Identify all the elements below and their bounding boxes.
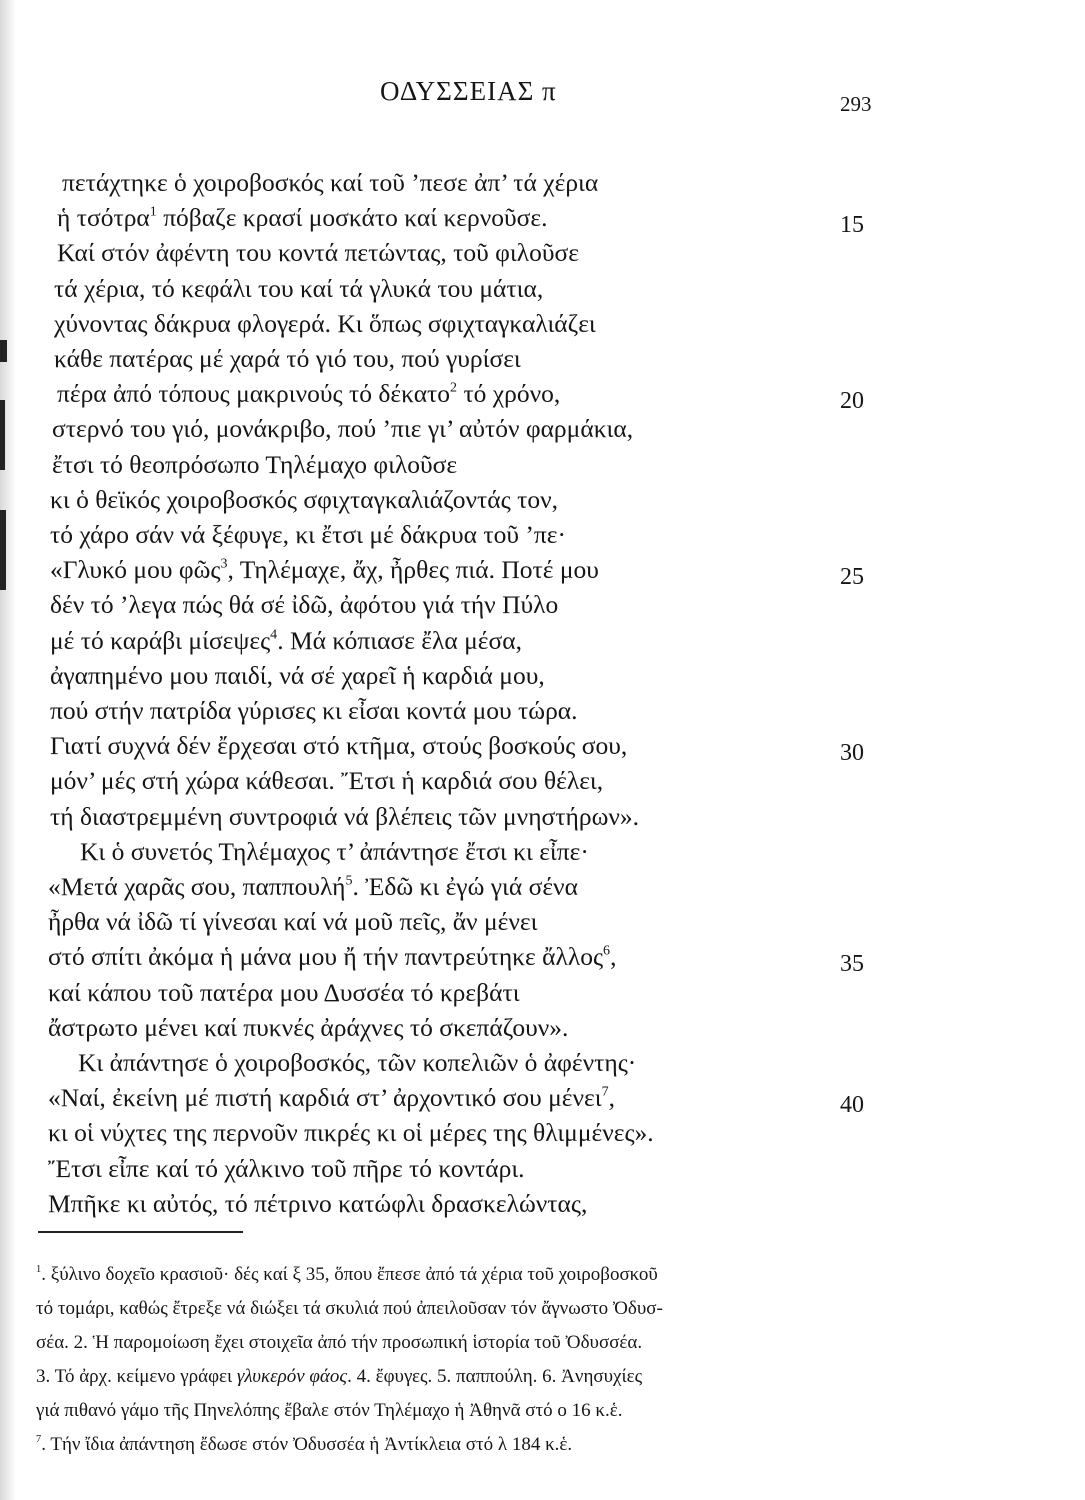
verse-line: στερνό του γιό, μονάκριβο, πού ’πιε γι’ αὐτόν φαρμάκια, [52, 414, 634, 444]
footnote-ref: 6 [603, 943, 611, 959]
verse-line: δέν τό ’λεγα πώς θά σέ ἰδῶ, ἀφότου γιά τήν Πύλο [50, 590, 559, 620]
verse-line: «Μετά χαρᾶς σου, παππουλή$^5$. Ἐδῶ κι ἐγώ γιά σένα [48, 872, 578, 901]
verse-line: χύνοντας δάκρυα φλογερά. Κι ὅπως σφιχταγκαλιάζει [54, 308, 596, 338]
verse-line: ἔτσι τό θεοπρόσωπο Τηλέμαχο φιλοῦσε [52, 449, 458, 479]
footnote-ref: 5 [345, 873, 353, 889]
binding-edge-marks [0, 340, 8, 600]
footnote-line: τό τομάρι, καθώς ἔτρεξε νά διώξει τά σκυλιά πού ἀπειλοῦσαν τόν ἄγνωστο Ὀδυσ- [36, 1298, 663, 1319]
footnote-ref: 3 [220, 556, 228, 572]
verse-line: κάθε πατέρας μέ χαρά τό γιό του, πού γυρίσει [54, 344, 521, 373]
verse-line: «Ναί, ἐκείνη μέ πιστή καρδιά στ’ ἀρχοντικό σου μένει$^7$, [48, 1083, 615, 1113]
footnotes [36, 1258, 1046, 1462]
verse-line: καί κάπου τοῦ πατέρα μου Δυσσέα τό κρεβάτι [48, 977, 520, 1007]
verse-line: τά χέρια, τό κεφάλι του καί τά γλυκά του μάτια, [54, 273, 544, 303]
verse-line: τή διαστρεμμένη συντροφιά νά βλέπεις τῶν μνηστήρων». [50, 801, 640, 831]
footnote-ref: 7 [601, 1084, 609, 1100]
verse-line: ἦρθα νά ἰδῶ τί γίνεσαι καί νά μοῦ πεῖς, ἄν μένει [48, 907, 538, 937]
verse-line: πού στήν πατρίδα γύρισες κι εἶσαι κοντά μου τώρα. [50, 696, 578, 725]
verse-line: κι ὁ θεϊκός χοιροβοσκός σφιχταγκαλιάζοντάς τον, [50, 484, 558, 514]
verse-line: ἡ τσότρα$^1$ πόβαζε κρασί μοσκάτο καί κερνοῦσε. [57, 203, 548, 233]
line-number: 15 [840, 212, 864, 239]
verse-line: Κι ὁ συνετός Τηλέμαχος τ’ ἀπάντησε ἔτσι κι εἶπε· [80, 836, 589, 866]
verse-line: στό σπίτι ἀκόμα ἡ μάνα μου ἤ τήν παντρεύτηκε ἄλλος$^6$, [48, 942, 617, 972]
line-number: 30 [840, 740, 864, 767]
page-number: 293 [840, 92, 872, 116]
book-title: ΟΔΥΣΣΕΙΑΣ π [380, 76, 557, 106]
line-number: 40 [840, 1092, 864, 1119]
footnote-ref: 4 [270, 627, 278, 643]
running-head [0, 76, 1085, 116]
verse-line: πέρα ἀπό τόπους μακρινούς τό δέκατο$^2$ τό χρόνο, [57, 379, 561, 409]
footnote-separator [38, 1231, 243, 1233]
verse-line: Ἔτσι εἶπε καί τό χάλκινο τοῦ πῆρε τό κοντάρι. [48, 1153, 525, 1183]
page-gutter-shadow [0, 0, 16, 1500]
verse-line: «Γλυκό μου φῶς$^3$, Τηλέμαχε, ἄχ, ἦρθες πιά. Ποτέ μου [50, 555, 599, 585]
line-number: 20 [840, 388, 864, 415]
footnote-line: $^1$. ξύλινο δοχεῖο κρασιοῦ· δές καί ξ 35, ὅπου ἔπεσε ἀπό τά χέρια τοῦ χοιροβοσκοῦ [36, 1264, 658, 1285]
verse-line: ἀγαπημένο μου παιδί, νά σέ χαρεῖ ἡ καρδιά μου, [50, 660, 545, 690]
footnote-line: σέα. 2. Ἡ παρομοίωση ἔχει στοιχεῖα ἀπό τήν προσωπική ἱστορία τοῦ Ὀδυσσέα. [36, 1332, 643, 1353]
verse-line: μέ τό καράβι μίσεψες$^4$. Μά κόπιασε ἔλα μέσα, [50, 625, 522, 655]
verse-line: ἄστρωτο μένει καί πυκνές ἀράχνες τό σκεπάζουν». [48, 1012, 569, 1042]
verse-line: κι οἱ νύχτες της περνοῦν πικρές κι οἱ μέρες της θλιμμένες». [48, 1118, 654, 1148]
line-number: 35 [840, 951, 864, 978]
footnote-line: γιά πιθανό γάμο τῆς Πηνελόπης ἔβαλε στόν Τηλέμαχο ἡ Ἀθηνᾶ στό ο 16 κ.ἑ. [36, 1400, 623, 1421]
line-number: 25 [840, 564, 864, 591]
verse-line: Κι ἀπάντησε ὁ χοιροβοσκός, τῶν κοπελιῶν ὁ ἀφέντης· [78, 1048, 637, 1077]
verse-line: τό χάρο σάν νά ξέφυγε, κι ἔτσι μέ δάκρυα τοῦ ’πε· [50, 520, 566, 549]
verse-line: Καί στόν ἀφέντη του κοντά πετώντας, τοῦ φιλοῦσε [57, 238, 579, 268]
footnote-line: 3. Τό ἀρχ. κείμενο γράφει γλυκερόν φάος. 4. ἔφυγες. 5. παππούλη. 6. Ἀνησυχίες [36, 1366, 643, 1387]
verse-line: Γιατί συχνά δέν ἔρχεσαι στό κτῆμα, στούς βοσκούς σου, [50, 731, 628, 761]
footnote-ref: 1 [149, 204, 157, 220]
footnote-ref: 2 [450, 380, 458, 396]
verse-line: μόν’ μές στή χώρα κάθεσαι. Ἔτσι ἡ καρδιά σου θέλει, [50, 766, 604, 796]
verse-line: πετάχτηκε ὁ χοιροβοσκός καί τοῦ ’πεσε ἀπ’ τά χέρια [62, 168, 599, 197]
footnote-line: $^7$. Τήν ἴδια ἀπάντηση ἔδωσε στόν Ὀδυσσέα ἡ Ἀντίκλεια στό λ 184 κ.ἑ. [36, 1434, 573, 1455]
verse-line: Μπῆκε κι αὐτός, τό πέτρινο κατώφλι δρασκελώντας, [48, 1188, 588, 1218]
